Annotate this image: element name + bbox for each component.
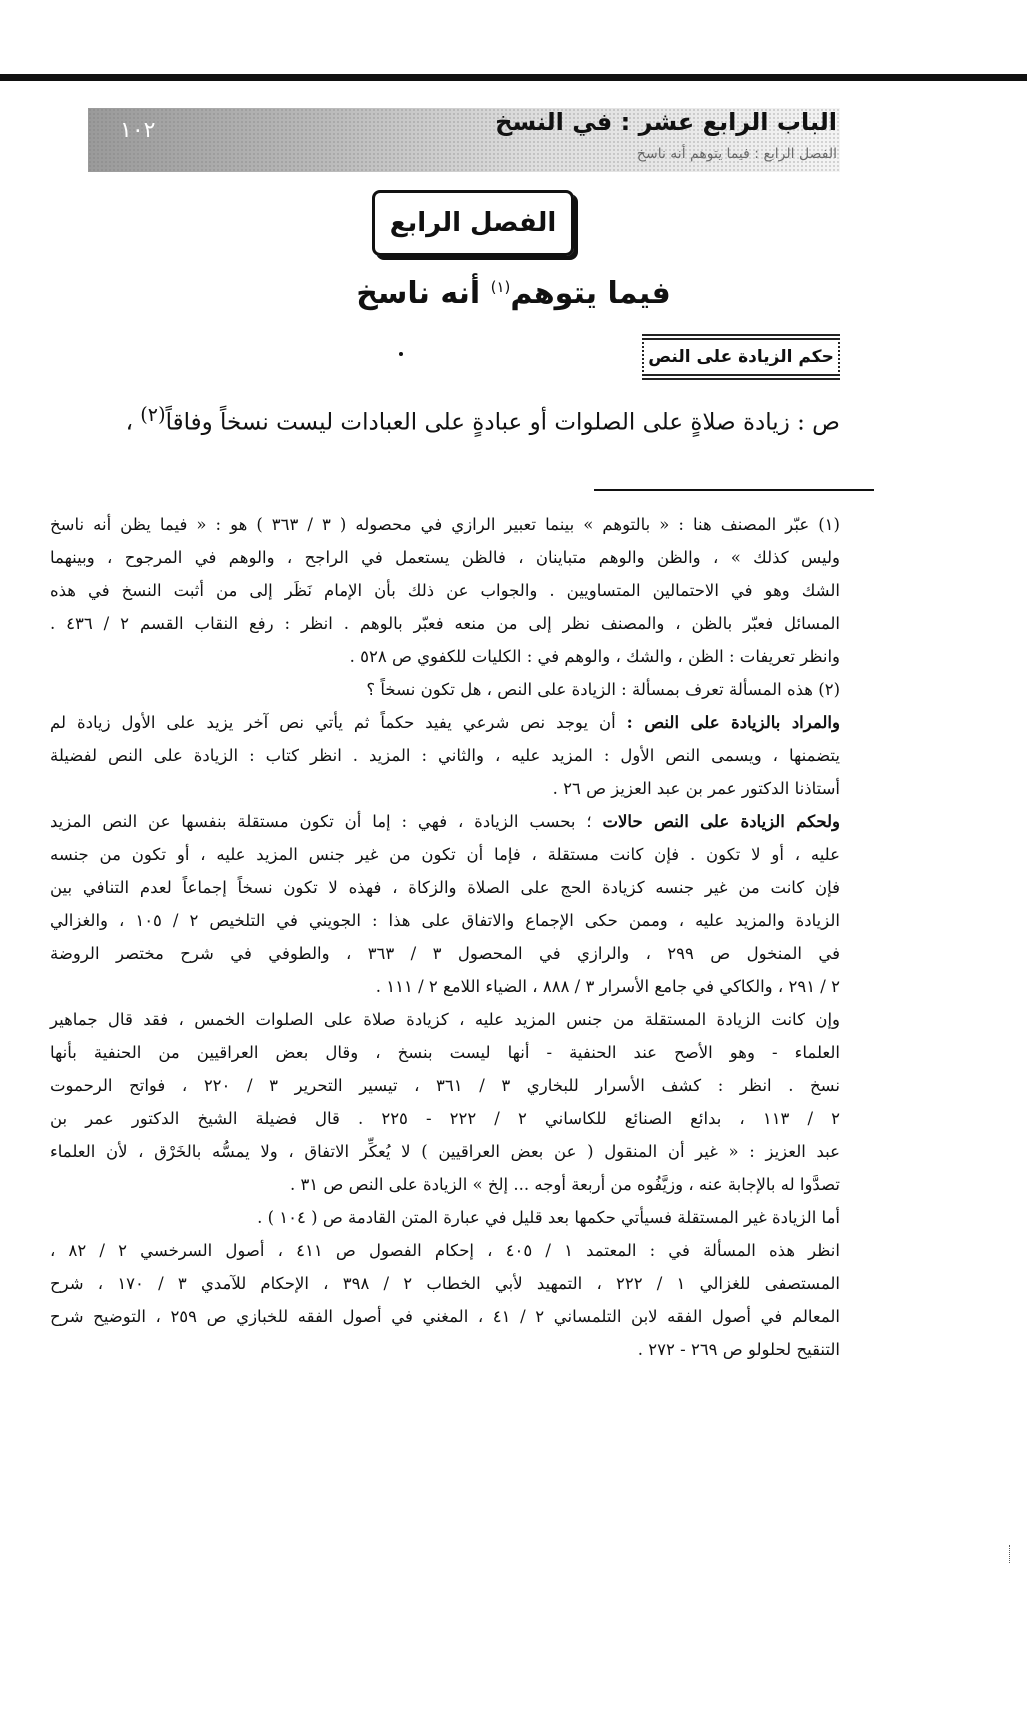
footnote-line: (٢) هذه المسألة تعرف بمسألة : الزيادة على النص ، هل تكون نسخاً ؟ [366, 680, 840, 699]
section-label [642, 334, 840, 380]
main-text-body: ص : زيادة صلاةٍ على الصلوات أو عبادةٍ على العبادات ليست نسخاً وفاقاً [165, 409, 840, 436]
ruling-line: ٢ / ٢٩١ ، والكاكي في جامع الأسرار ٣ / ٨٨٨ ، الضياء اللامع ٢ / ١١١ . [375, 977, 840, 996]
footnotes [50, 508, 840, 1366]
main-text [80, 403, 840, 436]
ruling-line: عليه ، أو لا تكون . فإن كانت مستقلة ، فإما أن تكون من غير جنس المزيد عليه ، أو تكون من جنسه [50, 845, 840, 864]
footnote-ref-2: (٢) [140, 403, 166, 426]
definition-line [50, 706, 840, 739]
footnote-line: وانظر تعريفات : الظن ، والشك ، والوهم في : الكليات للكفوي ص ٥٢٨ . [349, 647, 840, 666]
ruling-text: ؛ بحسب الزيادة ، فهي : إما أن تكون مستقلة بنفسها عن النص المزيد [50, 812, 603, 831]
section-label-text: حكم الزيادة على النص [648, 347, 834, 367]
same-kind-line: عبد العزيز : « غير أن المنقول ( عن بعض العراقيين ) لا يُعكِّر الاتفاق ، ولا يمسُّه بالخَرْق ، لأن العلماء [50, 1142, 840, 1161]
stray-dot [399, 352, 403, 356]
page-number: ١٠٢ [120, 118, 156, 143]
non-independent-line: أما الزيادة غير المستقلة فسيأتي حكمها بعد قليل في عبارة المتن القادمة ص ( ١٠٤ ) . [257, 1208, 840, 1227]
chapter-title-text: فيما يتوهم [510, 276, 671, 311]
definition-lead: والمراد بالزيادة على النص : [626, 713, 840, 732]
reference-line: التنقيح لحلولو ص ٢٦٩ - ٢٧٢ . [637, 1340, 840, 1359]
same-kind-line: تصدَّوا له بالإجابة عنه ، وزيَّفُوه من أربعة أوجه ... إلخ » الزيادة على النص ص ٣١ . [289, 1175, 840, 1194]
definition-line: يتضمنها ، ويسمى النص الأول : المزيد عليه ، والثاني : المزيد . انظر كتاب : الزيادة على النص لفضيلة [50, 746, 840, 765]
top-rule [0, 74, 1027, 81]
ruling-line: في المنخول ص ٢٩٩ ، والرازي في المحصول ٣ / ٣٦٣ ، والطوفي في شرح مختصر الروضة [50, 944, 840, 963]
footnote-line: الشك وهو في الاحتمالين المتساويين . والجواب عن ذلك بأن الإمام نَظَر إلى من أثبت النسخ في هذه [50, 581, 840, 600]
running-subtitle: الفصل الرابع : فيما يتوهم أنه ناسخ [636, 146, 837, 162]
ruling-line: الزيادة والمزيد عليه ، وممن حكى الإجماع والاتفاق على هذا : الجويني في التلخيص ٢ / ١٠٥ ، والغزالي [50, 911, 840, 930]
footnote-separator [594, 489, 874, 491]
same-kind-line: وإن كانت الزيادة المستقلة من جنس المزيد عليه ، كزيادة صلاة على الصلوات الخمس ، فقد قال جماهير [50, 1010, 840, 1029]
definition-line: أستاذنا الدكتور عمر بن عبد العزيز ص ٢٦ . [552, 779, 840, 798]
chapter-label-box [372, 190, 574, 256]
footnote-line: (١) عبّر المصنف هنا : « بالتوهم » بينما تعبير الرازي في محصوله ( ٣ / ٣٦٣ ) هو : « فيما يظن أنه ناسخ [50, 515, 840, 534]
ruling-line: فإن كانت من غير جنسه كزيادة الحج على الصلاة والزكاة ، فهذه لا تكون نسخاً إجماعاً لعدم التنافي بين [50, 878, 840, 897]
same-kind-line: العلماء - وهو الأصح عند الحنفية - أنها ليست بنسخ ، وقال بعض العراقيين من الحنفية بأنها [50, 1043, 840, 1062]
same-kind-line: نسخ . انظر : كشف الأسرار للبخاري ٣ / ٣٦١ ، تيسير التحرير ٣ / ٢٢٠ ، فواتح الرحموت [50, 1076, 840, 1095]
ruling-line [50, 805, 840, 838]
chapter-label: الفصل الرابع [389, 208, 557, 238]
main-text-tail: ، [125, 409, 141, 436]
same-kind-line: ٢ / ١١٣ ، بدائع الصنائع للكاساني ٢ / ٢٢٢ - ٢٢٥ . قال فضيلة الشيخ الدكتور عمر بن [50, 1109, 840, 1128]
ruling-lead: ولحكم الزيادة على النص حالات [602, 812, 840, 831]
footnote-ref-1: (١) [490, 278, 511, 296]
chapter-title-rest: أنه ناسخ [356, 276, 491, 311]
reference-line: انظر هذه المسألة في : المعتمد ١ / ٤٠٥ ، إحكام الفصول ص ٤١١ ، أصول السرخسي ٢ / ٨٢ ، [50, 1241, 840, 1260]
definition-text: أن يوجد نص شرعي يفيد حكماً ثم يأتي نص آخر يزيد على الأول زيادة لم [50, 713, 627, 732]
footnote-line: وليس كذلك » ، والظن والوهم متباينان ، فالظن يستعمل في الراجح ، والوهم في المرجوح ، وبينهما [50, 548, 840, 567]
running-title: الباب الرابع عشر : في النسخ [495, 108, 837, 136]
reference-line: المستصفى للغزالي ١ / ٢٢٢ ، التمهيد لأبي الخطاب ٢ / ٣٩٨ ، الإحكام للآمدي ٣ / ١٧٠ ، شرح [50, 1274, 840, 1293]
chapter-title [0, 276, 1027, 311]
reference-line: المعالم في أصول الفقه لابن التلمساني ٢ / ٤١ ، المغني في أصول الفقه للخبازي ص ٢٥٩ ، التوضيح شرح [50, 1307, 840, 1326]
margin-mark [1009, 1545, 1013, 1563]
footnote-line: المسائل فعبّر بالظن ، والمصنف نظر إلى من منعه فعبّر بالوهم . انظر : رفع النقاب القسم ٢ / ٤٣٦ . [50, 614, 840, 633]
